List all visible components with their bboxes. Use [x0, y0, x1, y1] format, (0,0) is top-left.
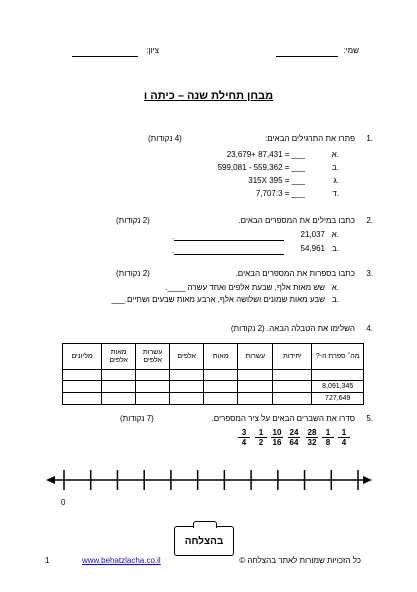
q2-points: (2 נקודות)	[116, 216, 150, 225]
q1-item-letter: ג.	[333, 176, 339, 185]
page-number: 1	[45, 556, 50, 565]
table-cell[interactable]	[273, 393, 312, 405]
name-label: שמי:	[343, 46, 359, 55]
q1-item-letter: ב.	[331, 163, 339, 172]
grade-field[interactable]	[72, 56, 138, 57]
q5-number: 5.	[366, 414, 373, 423]
table-header: מאות אלפים	[102, 344, 136, 370]
logo-text: בהצלחה	[184, 536, 224, 547]
fraction: $\frac{24}{64}$	[289, 428, 299, 447]
table-cell[interactable]	[238, 370, 273, 381]
table-cell[interactable]	[204, 393, 238, 405]
table-cell[interactable]	[102, 370, 136, 381]
copyright: כל הזכויות שמורות לאתר בהצלחה ©	[239, 556, 361, 565]
table-cell[interactable]	[238, 393, 273, 405]
page-title: מבחן תחילת שנה – כיתה ו	[143, 90, 274, 102]
table-cell[interactable]	[63, 393, 102, 405]
table-header: מאות	[204, 344, 238, 370]
q1-item-letter: א.	[331, 150, 339, 159]
fraction: $\frac{28}{32}$	[307, 428, 317, 447]
q1-item-expr: 599,081 - 559,362 = ___	[217, 163, 305, 172]
number-line-right-arrow	[363, 476, 372, 484]
table-cell[interactable]	[273, 381, 312, 393]
table-cell[interactable]	[170, 370, 204, 381]
q2-item-value: 54,961	[300, 244, 325, 253]
table-cell[interactable]	[102, 381, 136, 393]
q1-item-expr: 23,679+ 87,431 = ___	[226, 150, 305, 159]
table-cell[interactable]	[204, 370, 238, 381]
q1-points: (4 נקודות)	[148, 134, 182, 143]
table-header-row	[63, 344, 364, 370]
table-cell[interactable]	[136, 381, 170, 393]
website-link[interactable]: www.behatzlacha.co.il	[82, 556, 161, 565]
table-header: מה׳ ספרת ה-?	[312, 344, 364, 370]
fraction: $\frac{1}{8}$	[322, 428, 334, 447]
table-cell[interactable]	[102, 393, 136, 405]
q3-number: 3.	[366, 269, 373, 278]
fraction: $\frac{3}{4}$	[238, 428, 250, 447]
q3-item-letter: ב.	[331, 295, 339, 304]
axis-zero-label: 0	[61, 498, 66, 507]
table-header: עשרות אלפים	[136, 344, 170, 370]
q1-item-letter: ד.	[332, 189, 339, 198]
table-cell: 727,649	[312, 393, 364, 405]
q2-item-value: 21,037	[300, 230, 325, 239]
q5-instruction: סדרו את השברים הבאים על ציר המספרים.	[211, 414, 355, 423]
grade-label: ציון:	[146, 46, 159, 55]
q1-item-expr: 7,707:3 = ___	[255, 189, 305, 198]
table-cell[interactable]	[136, 370, 170, 381]
table-row	[63, 381, 364, 393]
q4-number: 4.	[366, 324, 373, 333]
q1-instruction: פתרו את התרגילים הבאים:	[265, 134, 355, 143]
place-value-table	[62, 343, 364, 405]
q4-instruction: השלימו את הטבלה הבאה. (2 נקודות)	[230, 324, 355, 333]
q3-item-text: שבע מאות שמונים ושלושה אלף, ארבע מאות שבעים ושתיים.___	[111, 295, 325, 304]
logo-tab	[193, 521, 217, 528]
q3-item-text: שש מאות אלף, שבעת אלפים ואחד עשרה ____.	[165, 283, 325, 292]
fraction: $\frac{1}{2}$	[255, 428, 267, 447]
table-row	[63, 393, 364, 405]
table-cell: 8,091,345	[312, 381, 364, 393]
table-cell[interactable]	[204, 381, 238, 393]
q1-item-expr: 315X 395 = ___	[248, 176, 305, 185]
table-cell[interactable]	[63, 381, 102, 393]
table-cell[interactable]	[238, 381, 273, 393]
q3-points: (2 נקודות)	[116, 269, 150, 278]
table-cell[interactable]	[273, 370, 312, 381]
q2-answer-line[interactable]	[174, 254, 284, 255]
table-cell[interactable]	[170, 381, 204, 393]
table-cell[interactable]	[136, 393, 170, 405]
table-cell	[312, 370, 364, 381]
number-line-left-arrow	[46, 476, 55, 484]
table-header: יחידות	[273, 344, 312, 370]
table-header: אלפים	[170, 344, 204, 370]
logo	[174, 526, 234, 556]
q2-answer-line[interactable]	[174, 240, 284, 241]
q5-points: (7 נקודות)	[120, 414, 154, 423]
q3-item-letter: א.	[331, 283, 339, 292]
number-line	[40, 460, 380, 496]
q2-item-letter: ב.	[331, 244, 339, 253]
q1-number: 1.	[366, 134, 373, 143]
table-cell[interactable]	[63, 370, 102, 381]
table-header: עשרות	[238, 344, 273, 370]
table-row	[63, 370, 364, 381]
fraction: $\frac{10}{16}$	[272, 428, 282, 447]
fraction: $\frac{1}{4}$	[338, 428, 350, 447]
q2-number: 2.	[366, 216, 373, 225]
table-cell[interactable]	[170, 393, 204, 405]
q3-instruction: כתבו בספרות את המספרים הבאים.	[235, 269, 355, 278]
name-field[interactable]	[276, 56, 338, 57]
table-header: מליונים	[63, 344, 102, 370]
q2-item-letter: א.	[331, 230, 339, 239]
q2-instruction: כתבו במילים את המספרים הבאים.	[238, 216, 355, 225]
